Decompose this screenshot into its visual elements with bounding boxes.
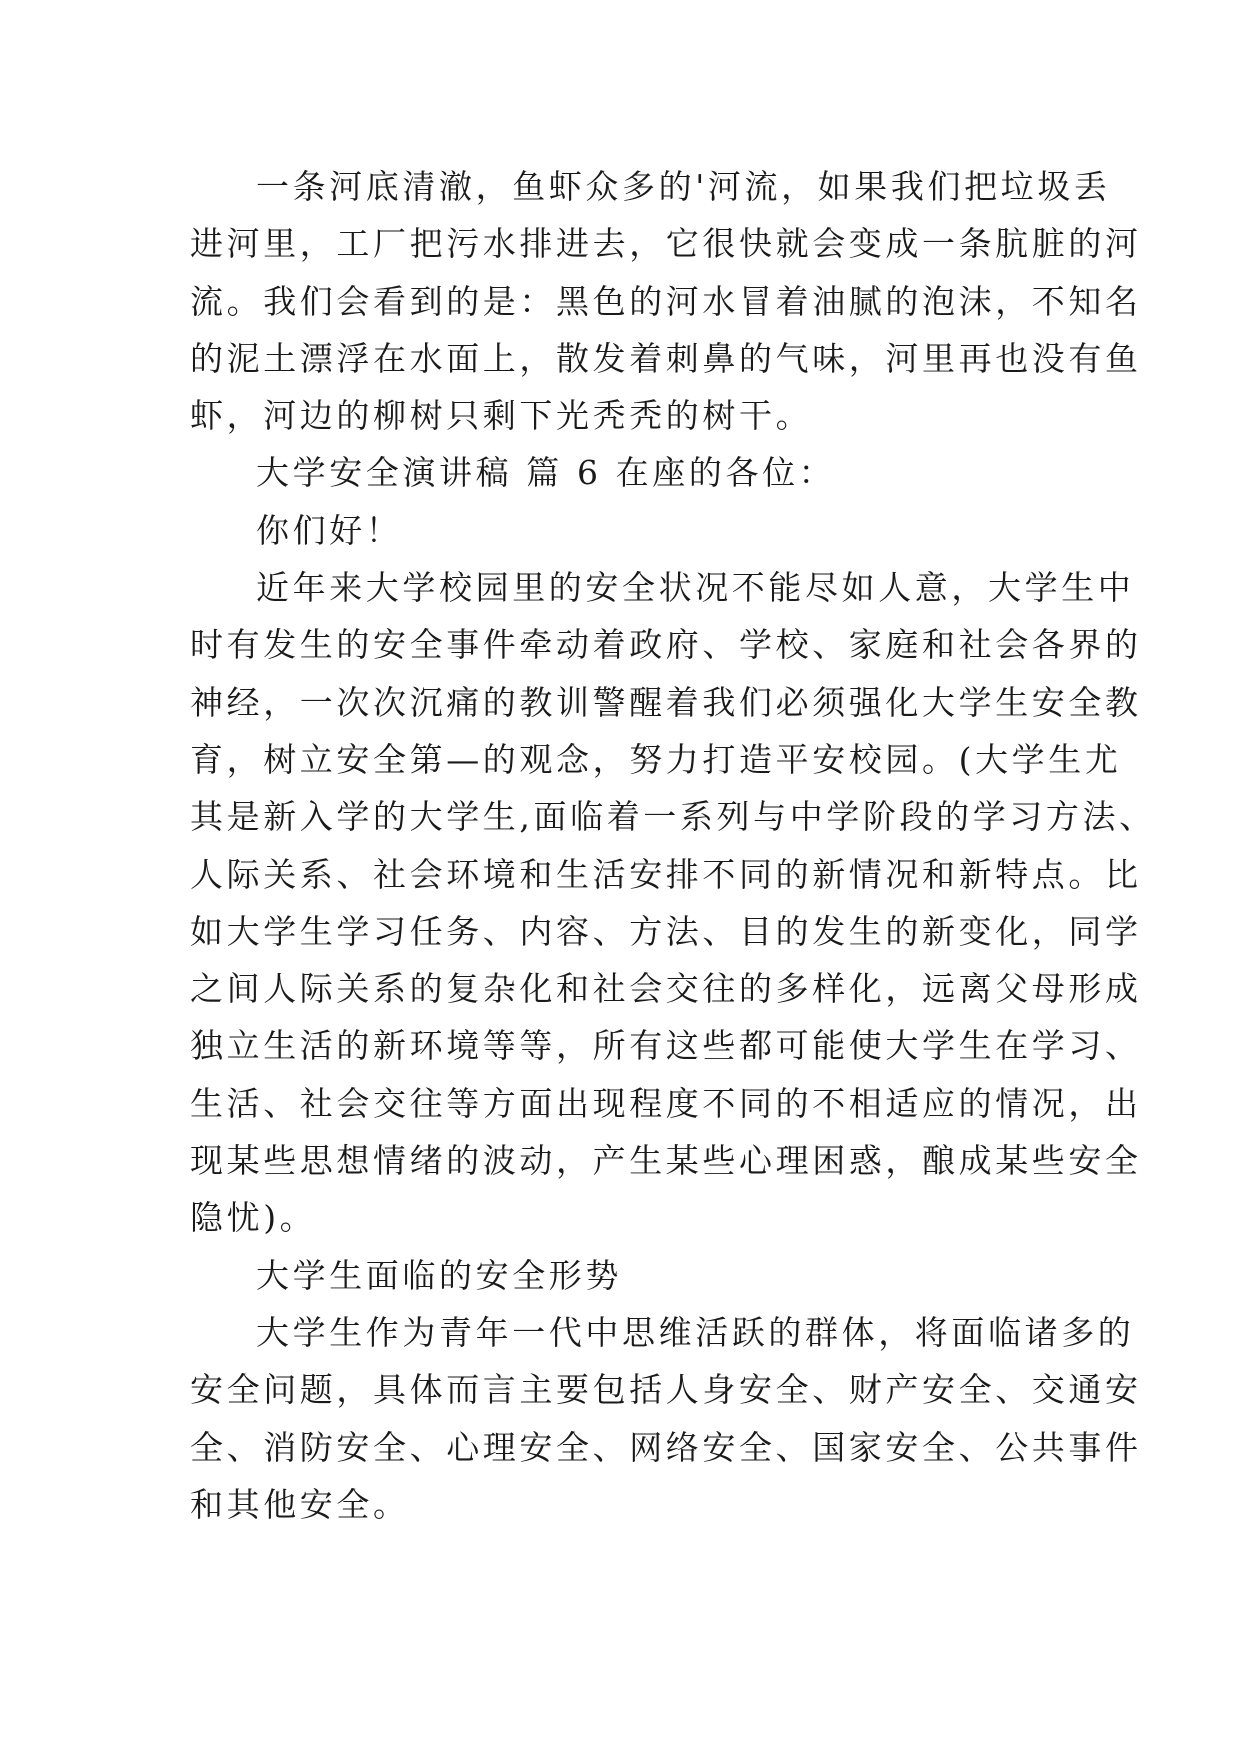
text-line: 你们好！ [256, 510, 403, 550]
text-line: 近年来大学校园里的安全状况不能尽如人意，大学生中 [256, 568, 1135, 608]
text-line: 虾，河边的柳树只剩下光秃秃的树干。 [190, 396, 813, 436]
text-line: 时有发生的安全事件牵动着政府、学校、家庭和社会各界的 [190, 625, 1142, 665]
text-line: 和其他安全。 [190, 1484, 410, 1524]
text-line: 的泥土漂浮在水面上，散发着刺鼻的气味，河里再也没有鱼 [190, 338, 1142, 378]
text-line: 如大学生学习任务、内容、方法、目的发生的新变化，同学 [190, 911, 1142, 951]
text-line: 独立生活的新环境等等，所有这些都可能使大学生在学习、 [190, 1026, 1142, 1066]
text-line: 安全问题，具体而言主要包括人身安全、财产安全、交通安 [190, 1370, 1142, 1410]
text-line: 全、消防安全、心理安全、网络安全、国家安全、公共事件 [190, 1427, 1142, 1467]
document-body [190, 158, 1156, 1533]
text-line: 神经，一次次沉痛的教训警醒着我们必须强化大学生安全教 [190, 682, 1142, 722]
text-line: 育，树立安全第—的观念，努力打造平安校园。(大学生尤 [190, 739, 1122, 779]
text-line: 生活、社会交往等方面出现程度不同的不相适应的情况，出 [190, 1083, 1142, 1123]
text-line: 大学生面临的安全形势 [256, 1255, 622, 1295]
text-line: 之间人际关系的复杂化和社会交往的多样化，远离父母形成 [190, 969, 1142, 1009]
text-line: 进河里，工厂把污水排进去，它很快就会变成一条肮脏的河 [190, 224, 1142, 264]
text-line: 现某些思想情绪的波动，产生某些心理困惑，酿成某些安全 [190, 1141, 1142, 1181]
text-line: 大学安全演讲稿 篇 6 在座的各位： [256, 453, 836, 493]
text-line: 隐忧)。 [190, 1198, 317, 1238]
text-line: 大学生作为青年一代中思维活跃的群体，将面临诸多的 [256, 1312, 1135, 1352]
text-line: 流。我们会看到的是：黑色的河水冒着油腻的泡沫，不知名 [190, 281, 1142, 321]
text-line: 其是新入学的大学生,面临着一系列与中学阶段的学习方法、 [190, 797, 1156, 837]
text-line: 人际关系、社会环境和生活安排不同的新情况和新特点。比 [190, 854, 1142, 894]
text-line: 一条河底清澈，鱼虾众多的'河流，如果我们把垃圾丢 [256, 167, 1111, 206]
